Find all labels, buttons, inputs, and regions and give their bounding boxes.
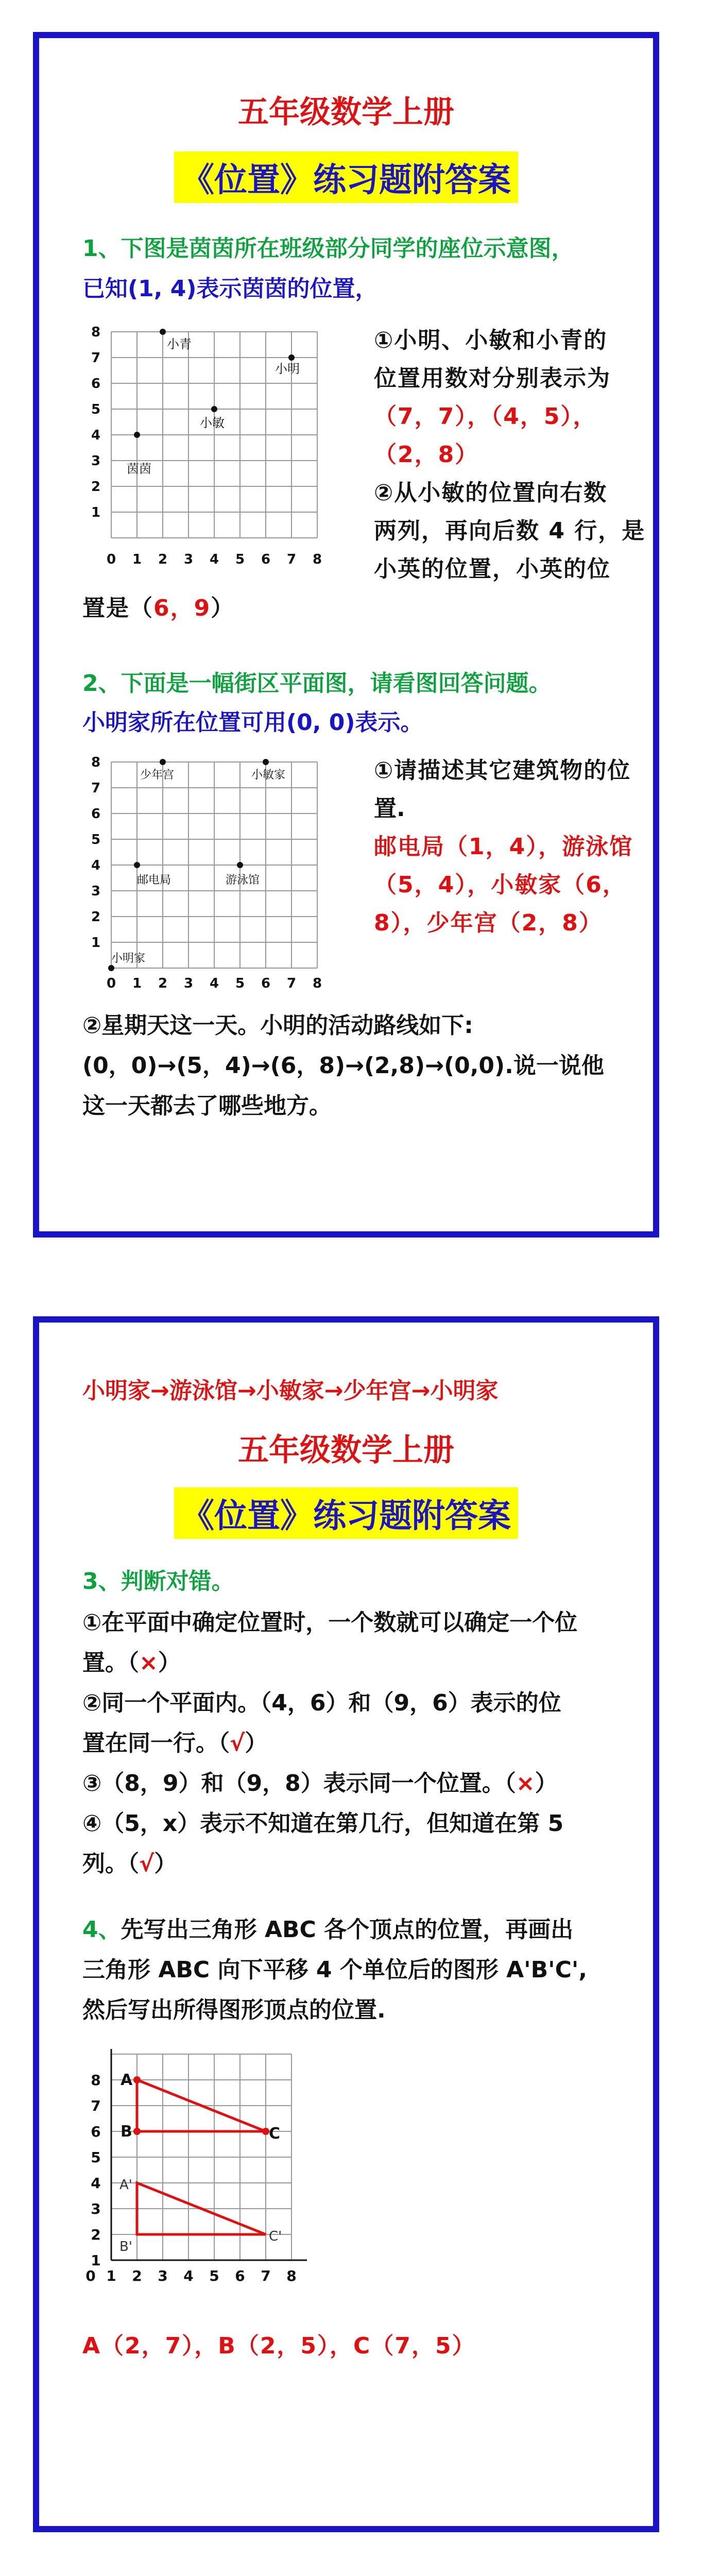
q4-x-tick: 6 (235, 2267, 245, 2284)
q2-x-tick: 8 (312, 976, 322, 991)
q2-x-tick: 5 (235, 976, 245, 991)
q1-seat-grid (80, 321, 369, 595)
q4-label-a: A (121, 2071, 133, 2089)
q2-street-grid (80, 752, 369, 994)
q1-y-tick: 4 (91, 428, 101, 443)
q1-x-tick: 5 (235, 552, 245, 567)
q2-part2-line3: 这一天都去了哪些地方。 (82, 1093, 332, 1119)
q4-heading-a: 4、先写出三角形 ABC 各个顶点的位置，再画出 (82, 1917, 574, 1943)
q2-y-tick: 1 (91, 935, 101, 951)
q2-point-shaoniangong (160, 759, 166, 765)
q2-y-tick: 8 (91, 755, 101, 770)
q4-x-tick: 2 (132, 2267, 142, 2284)
q1-label-yinyin: 茵茵 (127, 462, 151, 476)
q3-item4-mark: √ (139, 1851, 154, 1877)
q1-label-xiaoming: 小明 (275, 362, 300, 376)
q3-item4-a: ④（5，x）表示不知道在第几行，但知道在第 5 (82, 1810, 564, 1837)
q4-label-b-prime: B' (119, 2239, 132, 2255)
page-title: 五年级数学上册 (238, 1432, 454, 1468)
q2-part2-line2: (0，0)→(5，4)→(6，8)→(2,8)→(0,0).说一说他 (82, 1053, 604, 1079)
q1-y-tick: 1 (91, 505, 101, 520)
q2-answer-1b: （5，4），小敏家（6， (374, 872, 626, 898)
q4-y-tick: 6 (91, 2123, 101, 2140)
q4-x-tick: 4 (183, 2267, 194, 2284)
q4-y-tick: 2 (91, 2226, 101, 2243)
q2-y-tick: 7 (91, 781, 101, 796)
q2-y-tick: 2 (91, 909, 101, 925)
q4-y-tick: 1 (91, 2252, 101, 2269)
q2-x-tick: 0 (106, 976, 116, 991)
q1-x-tick: 0 (106, 552, 116, 567)
q2-label-youyongguan: 游泳馆 (226, 874, 260, 887)
q1-x-tick: 2 (158, 552, 168, 567)
q2-heading-2: 小明家所在位置可用(0, 0)表示。 (82, 709, 423, 736)
q1-heading: 1、下图是茵茵所在班级部分同学的座位示意图， (82, 235, 574, 262)
q2-x-tick: 3 (183, 976, 194, 991)
q4-triangle-grid (75, 2044, 364, 2291)
q3-item1-a: ①在平面中确定位置时，一个数就可以确定一个位 (82, 1609, 578, 1636)
q1-point-xiaoqing (160, 329, 166, 335)
q4-y-tick: 4 (91, 2175, 101, 2192)
q1-part2-line4: 置是（6，9） (82, 595, 235, 621)
q4-heading-c: 然后写出所得图形顶点的位置. (82, 1997, 386, 2023)
q1-x-tick: 6 (261, 552, 271, 567)
q2-label-xiaomingjia: 小明家 (111, 952, 146, 965)
q2-point-youdianju (134, 862, 140, 868)
q3-item3-mark: × (516, 1770, 535, 1797)
q4-x-tick: 3 (158, 2267, 168, 2284)
q1-y-tick: 3 (91, 453, 101, 469)
q2-x-tick: 2 (158, 976, 168, 991)
q1-part1-line2: 位置用数对分别表示为 (374, 365, 611, 392)
q1-heading-2: 已知(1, 4)表示茵茵的位置， (82, 276, 378, 302)
q2-point-xiaominjia (263, 759, 269, 765)
page-title: 五年级数学上册 (238, 94, 454, 130)
q1-label-xiaomin: 小敏 (200, 416, 225, 430)
q1-answer-1b: （2，8） (374, 442, 479, 468)
q3-item1-b: 置。（×） (82, 1650, 181, 1676)
q4-y-tick: 3 (91, 2200, 101, 2217)
q4-x-tick: 7 (261, 2267, 271, 2284)
q2-label-youdianju: 邮电局 (137, 874, 171, 887)
q1-part2-line1: ②从小敏的位置向右数 (374, 480, 608, 506)
q3-item4-b: 列。（√） (82, 1851, 177, 1877)
q2-part1-line1: ①请描述其它建筑物的位 (374, 757, 631, 784)
q3-item2-mark: √ (230, 1730, 245, 1756)
q4-label-a-prime: A' (119, 2177, 132, 2193)
q1-point-xiaoming (288, 354, 295, 361)
q4-x-tick: 8 (286, 2267, 297, 2284)
q2-point-youyongguan (237, 862, 243, 868)
q4-y-tick: 8 (91, 2072, 101, 2089)
q2-y-tick: 6 (91, 806, 101, 822)
q1-label-xiaoqing: 小青 (167, 337, 192, 351)
q2-point-xiaomingjia (108, 965, 114, 971)
q1-y-tick: 6 (91, 376, 101, 392)
q4-x-tick: 1 (106, 2267, 116, 2284)
q1-part2-line3: 小英的位置，小英的位 (374, 556, 611, 582)
worksheet-page-1 (33, 32, 659, 1238)
q4-label-c-prime: C' (269, 2229, 282, 2244)
q2-route-answer: 小明家→游泳馆→小敏家→少年宫→小明家 (82, 1378, 499, 1404)
q4-label-b: B (121, 2123, 132, 2141)
q3-heading: 3、判断对错。 (82, 1568, 234, 1595)
q2-x-tick: 6 (261, 976, 271, 991)
q1-x-tick: 7 (286, 552, 297, 567)
q4-point-b (133, 2128, 141, 2135)
q1-x-tick: 1 (132, 552, 142, 567)
q1-y-tick: 7 (91, 350, 101, 366)
page-subtitle: 《位置》练习题附答案 (174, 151, 518, 203)
q4-x-tick: 0 (85, 2267, 96, 2284)
q1-x-tick: 4 (209, 552, 219, 567)
q2-part1-line2: 置. (374, 795, 405, 822)
q1-part1-line1: ①小明、小敏和小青的 (374, 327, 608, 353)
q2-answer-1c: 8），少年宫（2，8） (374, 910, 603, 936)
q2-answer-1a: 邮电局（1，4），游泳馆 (374, 834, 633, 860)
q2-y-tick: 3 (91, 884, 101, 899)
q4-label-c: C (269, 2125, 281, 2143)
q2-x-tick: 4 (209, 976, 219, 991)
q3-item3: ③（8，9）和（9，8）表示同一个位置。（×） (82, 1770, 558, 1797)
q4-heading-b: 三角形 ABC 向下平移 4 个单位后的图形 A'B'C', (82, 1957, 588, 1983)
q1-y-tick: 5 (91, 402, 101, 417)
q4-answer-abc: A（2，7），B（2，5），C（7，5） (82, 2333, 476, 2359)
q2-x-tick: 1 (132, 976, 142, 991)
q4-point-c (262, 2128, 269, 2135)
q2-label-shaoniangong: 少年宫 (140, 769, 175, 782)
q2-heading: 2、下面是一幅街区平面图，请看图回答问题。 (82, 670, 552, 697)
q3-item1-mark: × (139, 1650, 158, 1676)
page-subtitle: 《位置》练习题附答案 (174, 1487, 518, 1539)
q1-answer-1a: （7，7），（4，5）， (374, 403, 597, 430)
worksheet-page-2 (33, 1316, 659, 2532)
q4-point-a (133, 2076, 141, 2083)
q1-y-tick: 2 (91, 479, 101, 495)
q1-point-yinyin (134, 432, 140, 438)
q4-x-tick: 5 (209, 2267, 219, 2284)
q2-part2-line1: ②星期天这一天。小明的活动路线如下: (82, 1012, 473, 1039)
q4-y-tick: 5 (91, 2149, 101, 2166)
q4-y-tick: 7 (91, 2097, 101, 2114)
q1-point-xiaomin (211, 406, 217, 412)
q2-y-tick: 5 (91, 832, 101, 848)
q2-x-tick: 7 (286, 976, 297, 991)
q1-x-tick: 3 (183, 552, 194, 567)
q2-y-tick: 4 (91, 858, 101, 873)
q2-label-xiaominjia: 小敏家 (251, 769, 286, 782)
q1-x-tick: 8 (312, 552, 322, 567)
q1-part2-line2: 两列，再向后数 4 行，是 (374, 518, 646, 544)
q1-y-tick: 8 (91, 325, 101, 340)
q3-item2-b: 置在同一行。（√） (82, 1730, 268, 1756)
q1-answer-2: 6，9 (153, 595, 211, 621)
q3-item2-a: ②同一个平面内。（4，6）和（9，6）表示的位 (82, 1690, 561, 1716)
